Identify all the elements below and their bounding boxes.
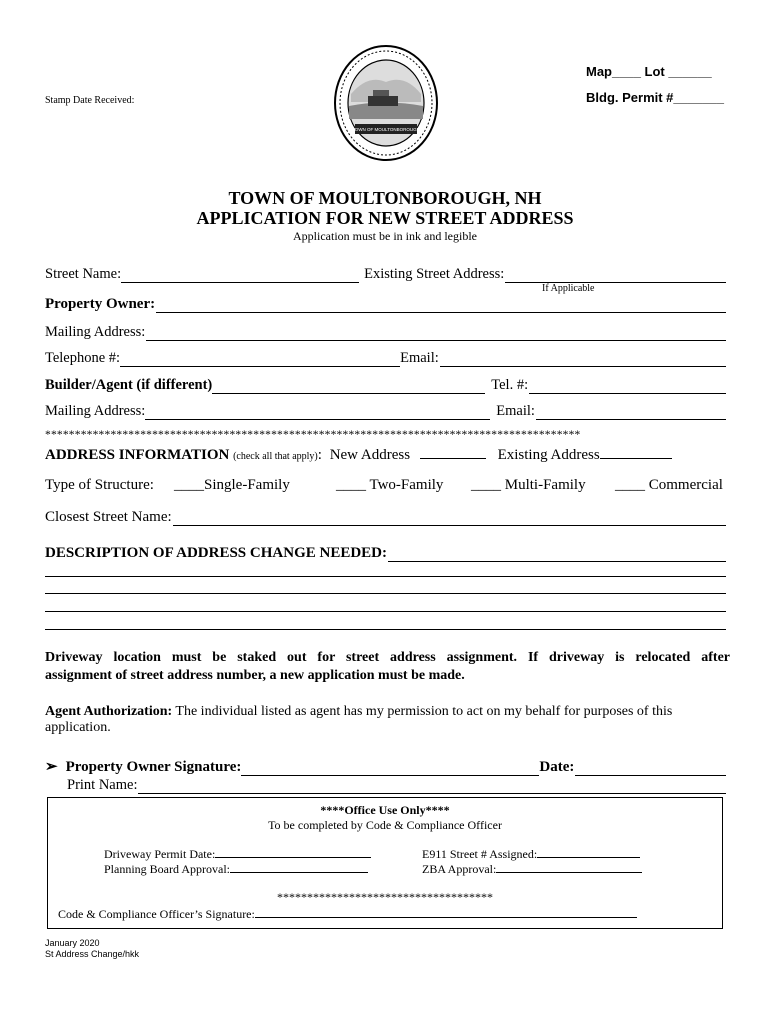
mailing-address-label: Mailing Address: bbox=[45, 324, 146, 340]
stamp-date-label: Stamp Date Received: bbox=[45, 95, 135, 106]
street-name-row bbox=[45, 263, 726, 283]
check-note: (check all that apply) bbox=[233, 451, 318, 462]
mailing-address-row bbox=[45, 321, 726, 341]
existing-address-label: Existing Street Address: bbox=[364, 266, 505, 282]
telephone-label: Telephone #: bbox=[45, 350, 121, 366]
address-info-row bbox=[45, 446, 672, 464]
existing-address-option-label: Existing Address bbox=[497, 447, 600, 463]
existing-address-field[interactable] bbox=[505, 268, 726, 283]
building-permit-label: Bldg. Permit #_______ bbox=[586, 90, 725, 105]
agent-authorization bbox=[45, 704, 730, 736]
description-line-4[interactable] bbox=[45, 611, 726, 612]
description-field-1[interactable] bbox=[388, 547, 726, 562]
zba-field[interactable] bbox=[496, 861, 642, 873]
property-owner-label: Property Owner: bbox=[45, 296, 156, 312]
street-name-label: Street Name: bbox=[45, 266, 122, 282]
commercial-option[interactable]: ____ Commercial bbox=[615, 477, 723, 493]
date-label: Date: bbox=[539, 759, 575, 775]
driveway-permit-row bbox=[104, 846, 371, 862]
builder-agent-label: Builder/Agent (if different) bbox=[45, 377, 213, 393]
agent-email-field[interactable] bbox=[536, 405, 726, 420]
page-title-line2: APPLICATION FOR NEW STREET ADDRESS bbox=[196, 208, 574, 228]
zba-row bbox=[422, 861, 642, 877]
print-name-field[interactable] bbox=[138, 779, 726, 794]
officer-signature-row bbox=[58, 906, 637, 922]
agent-mailing-field[interactable] bbox=[145, 405, 490, 420]
new-address-checkbox[interactable] bbox=[420, 446, 486, 459]
multi-family-option[interactable]: ____ Multi-Family bbox=[471, 477, 586, 493]
agent-authorization-label: Agent Authorization: bbox=[45, 704, 173, 719]
owner-signature-row bbox=[45, 756, 726, 776]
description-line-3[interactable] bbox=[45, 593, 726, 594]
driveway-permit-label: Driveway Permit Date: bbox=[104, 847, 216, 861]
planning-board-field[interactable] bbox=[230, 861, 368, 873]
property-owner-row bbox=[45, 293, 726, 313]
builder-agent-field[interactable] bbox=[212, 379, 485, 394]
seal-text: TOWN OF MOULTONBOROUGH bbox=[352, 127, 420, 132]
telephone-row bbox=[45, 347, 726, 367]
separator: ****************************************************************************************** bbox=[45, 429, 581, 441]
agent-authorization-text2: application. bbox=[45, 720, 111, 735]
address-info-label: ADDRESS INFORMATION bbox=[45, 447, 230, 463]
closest-street-row bbox=[45, 506, 726, 526]
description-row bbox=[45, 542, 726, 562]
single-family-option[interactable]: ____Single-Family bbox=[174, 477, 290, 493]
closest-street-label: Closest Street Name: bbox=[45, 509, 172, 525]
agent-email-label: Email: bbox=[496, 403, 535, 419]
print-name-label: Print Name: bbox=[67, 777, 138, 793]
property-owner-field[interactable] bbox=[156, 298, 726, 313]
address-info-colon: : bbox=[317, 447, 322, 463]
town-seal bbox=[333, 44, 439, 162]
agent-mailing-row bbox=[45, 400, 726, 420]
description-line-5[interactable] bbox=[45, 629, 726, 630]
owner-signature-label: Property Owner Signature: bbox=[65, 759, 242, 775]
street-name-field[interactable] bbox=[121, 268, 359, 283]
description-line-2[interactable] bbox=[45, 576, 726, 577]
email-label: Email: bbox=[400, 350, 439, 366]
office-stars: ************************************ bbox=[277, 890, 493, 904]
e911-row bbox=[422, 846, 640, 862]
footer-date: January 2020 bbox=[45, 938, 100, 948]
agent-authorization-text: The individual listed as agent has my permission to act on my behalf for purposes of this bbox=[172, 704, 673, 719]
closest-street-field[interactable] bbox=[173, 511, 726, 526]
type-of-structure-label: Type of Structure: bbox=[45, 477, 154, 493]
new-address-label: New Address bbox=[329, 447, 411, 463]
telephone-field[interactable] bbox=[120, 352, 400, 367]
zba-label: ZBA Approval: bbox=[422, 862, 497, 876]
mailing-address-field[interactable] bbox=[146, 326, 726, 341]
bullet-arrow-icon: ➢ bbox=[45, 759, 58, 775]
seal-icon bbox=[333, 44, 439, 162]
planning-board-label: Planning Board Approval: bbox=[104, 862, 230, 876]
two-family-option[interactable]: ____ Two-Family bbox=[336, 477, 444, 493]
officer-signature-field[interactable] bbox=[255, 906, 637, 918]
office-use-title: ****Office Use Only**** bbox=[320, 803, 450, 817]
email-field[interactable] bbox=[440, 352, 726, 367]
print-name-row bbox=[67, 774, 726, 794]
e911-label: E911 Street # Assigned: bbox=[422, 847, 538, 861]
driveway-notice-line1: Driveway location must be staked out for street address assignment. If driveway is relocated after bbox=[45, 650, 730, 665]
page-title-line1: TOWN OF MOULTONBOROUGH, NH bbox=[228, 188, 542, 208]
driveway-notice-line2: assignment of street address number, a new application must be made. bbox=[45, 668, 465, 683]
tel-field[interactable] bbox=[529, 379, 726, 394]
office-use-box bbox=[47, 797, 723, 929]
tel-label: Tel. #: bbox=[491, 377, 529, 393]
if-applicable-note: If Applicable bbox=[542, 283, 595, 294]
ink-note: Application must be in ink and legible bbox=[293, 229, 477, 243]
office-use-subtitle: To be completed by Code & Compliance Officer bbox=[268, 818, 502, 832]
driveway-permit-field[interactable] bbox=[215, 846, 371, 858]
description-label: DESCRIPTION OF ADDRESS CHANGE NEEDED: bbox=[45, 545, 387, 561]
builder-agent-row bbox=[45, 374, 726, 394]
footer-ref: St Address Change/hkk bbox=[45, 949, 140, 959]
existing-address-checkbox[interactable] bbox=[600, 446, 672, 459]
agent-mailing-label: Mailing Address: bbox=[45, 403, 146, 419]
planning-board-row bbox=[104, 861, 368, 877]
officer-signature-label: Code & Compliance Officer’s Signature: bbox=[58, 907, 255, 921]
e911-field[interactable] bbox=[537, 846, 640, 858]
map-lot-label: Map____ Lot ______ bbox=[586, 64, 712, 79]
